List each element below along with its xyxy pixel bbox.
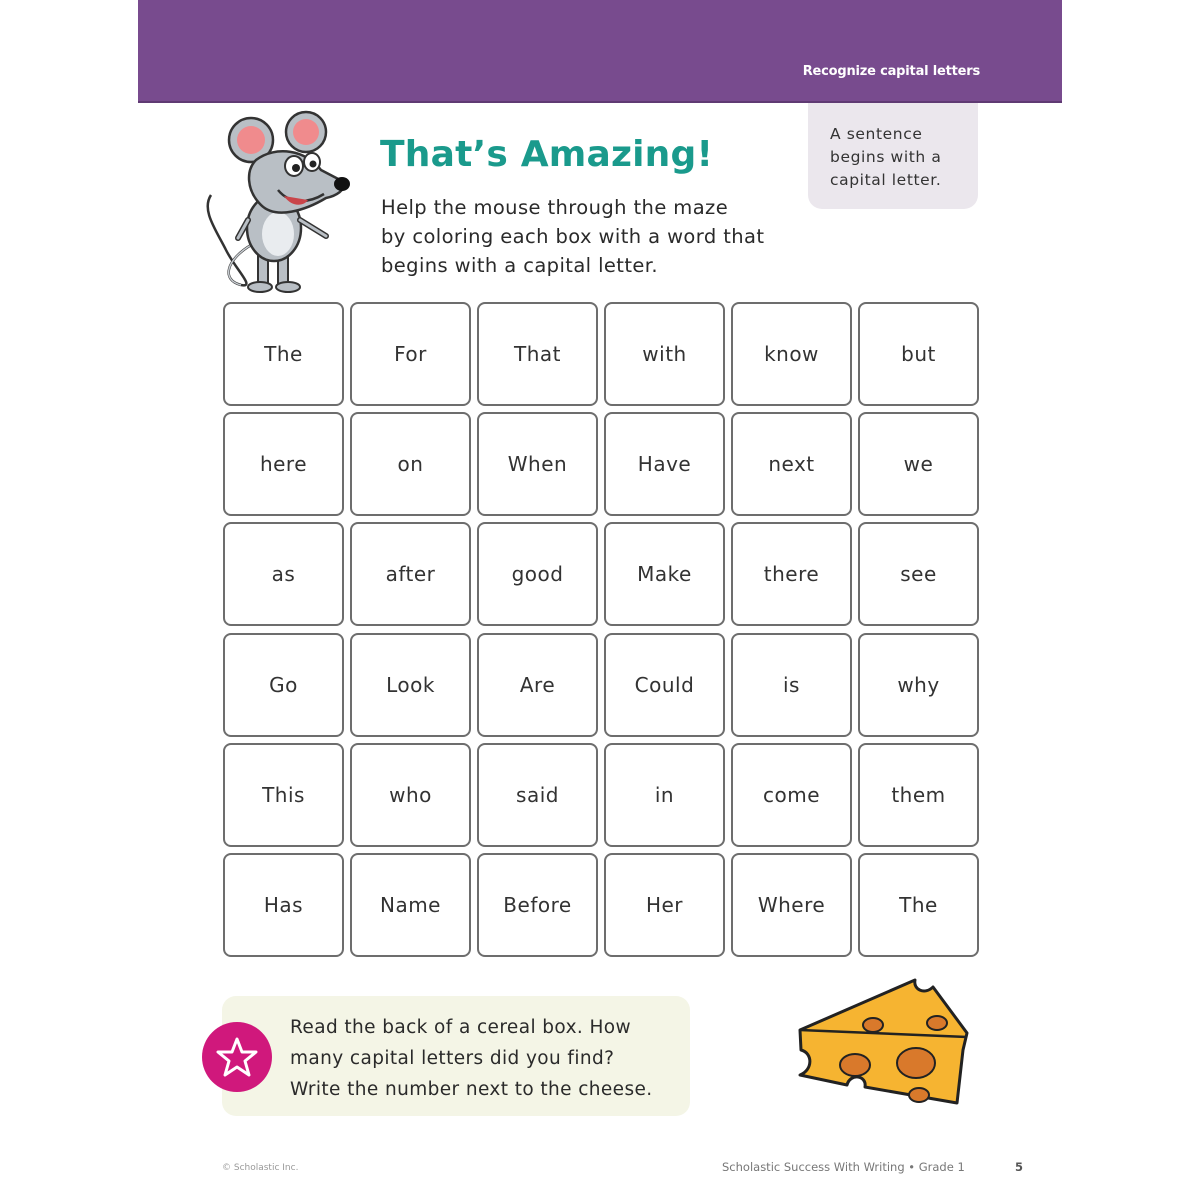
maze-cell[interactable]: When bbox=[477, 412, 598, 516]
maze-cell[interactable]: Name bbox=[350, 853, 471, 957]
maze-cell[interactable]: them bbox=[858, 743, 979, 847]
maze-cell[interactable]: know bbox=[731, 302, 852, 406]
maze-cell[interactable]: Make bbox=[604, 522, 725, 626]
maze-cell[interactable]: Go bbox=[223, 633, 344, 737]
star-icon bbox=[215, 1035, 259, 1079]
maze-cell[interactable]: Look bbox=[350, 633, 471, 737]
cheese-icon bbox=[795, 975, 970, 1105]
maze-cell[interactable]: The bbox=[223, 302, 344, 406]
page-number: 5 bbox=[1015, 1160, 1024, 1174]
maze-cell[interactable]: come bbox=[731, 743, 852, 847]
maze-cell[interactable]: in bbox=[604, 743, 725, 847]
maze-cell[interactable]: we bbox=[858, 412, 979, 516]
bonus-line: many capital letters did you find? bbox=[290, 1048, 615, 1069]
maze-cell[interactable]: Has bbox=[223, 853, 344, 957]
maze-cell[interactable]: said bbox=[477, 743, 598, 847]
bonus-line: Write the number next to the cheese. bbox=[290, 1079, 653, 1100]
bonus-text bbox=[290, 1012, 680, 1105]
maze-cell[interactable]: on bbox=[350, 412, 471, 516]
maze-cell[interactable]: Before bbox=[477, 853, 598, 957]
tip-line: capital letter. bbox=[830, 171, 942, 189]
tip-box bbox=[808, 103, 978, 209]
maze-cell[interactable]: as bbox=[223, 522, 344, 626]
maze-cell[interactable]: For bbox=[350, 302, 471, 406]
tip-line: begins with a bbox=[830, 148, 942, 166]
maze-cell[interactable]: good bbox=[477, 522, 598, 626]
maze-cell[interactable]: next bbox=[731, 412, 852, 516]
section-label: Recognize capital letters bbox=[802, 64, 980, 79]
maze-cell[interactable]: The bbox=[858, 853, 979, 957]
maze-cell[interactable]: Where bbox=[731, 853, 852, 957]
maze-cell[interactable]: Are bbox=[477, 633, 598, 737]
maze-cell[interactable]: why bbox=[858, 633, 979, 737]
bonus-line: Read the back of a cereal box. How bbox=[290, 1017, 632, 1038]
header-bar bbox=[138, 0, 1062, 103]
maze-cell[interactable]: Could bbox=[604, 633, 725, 737]
maze-cell[interactable]: That bbox=[477, 302, 598, 406]
mouse-icon bbox=[196, 110, 356, 295]
maze-cell[interactable]: is bbox=[731, 633, 852, 737]
maze-cell[interactable]: there bbox=[731, 522, 852, 626]
maze-cell[interactable]: This bbox=[223, 743, 344, 847]
page-title: That’s Amazing! bbox=[380, 134, 714, 175]
maze-cell[interactable]: see bbox=[858, 522, 979, 626]
book-title: Scholastic Success With Writing • Grade 1 bbox=[722, 1160, 965, 1174]
word-maze-grid bbox=[223, 302, 979, 957]
maze-cell[interactable]: with bbox=[604, 302, 725, 406]
maze-cell[interactable]: Her bbox=[604, 853, 725, 957]
instruction-line: Help the mouse through the maze bbox=[381, 196, 729, 219]
instruction-line: by coloring each box with a word that bbox=[381, 225, 765, 248]
star-badge bbox=[202, 1022, 272, 1092]
instruction-line: begins with a capital letter. bbox=[381, 254, 659, 277]
maze-cell[interactable]: after bbox=[350, 522, 471, 626]
maze-cell[interactable]: who bbox=[350, 743, 471, 847]
tip-line: A sentence bbox=[830, 125, 923, 143]
maze-cell[interactable]: here bbox=[223, 412, 344, 516]
instructions bbox=[381, 193, 801, 280]
maze-cell[interactable]: Have bbox=[604, 412, 725, 516]
maze-cell[interactable]: but bbox=[858, 302, 979, 406]
copyright: © Scholastic Inc. bbox=[222, 1163, 299, 1173]
